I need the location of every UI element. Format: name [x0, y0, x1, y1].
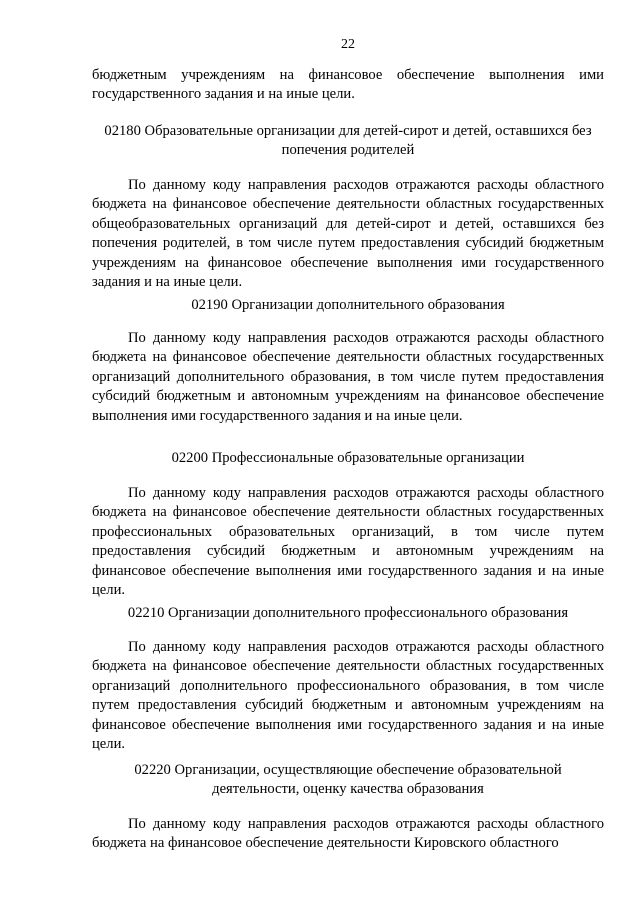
- page-number: 22: [341, 37, 355, 52]
- section-paragraph-02190: [92, 329, 604, 426]
- paragraph-text: По данному коду направления расходов отражаются расходы областного бюджета на финансовое обеспечение деятельности областных государственных организаций дополнительного образования, в том числе путем предоставления субсидий бюджетным и автономным учреждениям на финансовое обеспечение выполнения ими государственного задания и на иные цели.: [92, 330, 604, 424]
- paragraph-text: По данному коду направления расходов отражаются расходы областного бюджета на финансовое обеспечение деятельности областных государственных общеобразовательных организаций для детей-сирот и детей, оставшихся без попечения родителей, в том числе путем предоставления субсидий бюджетным учреждениям на финансовое обеспечение выполнения ими государственного задания и на иные цели.: [92, 177, 604, 291]
- heading-line: 02210 Организации дополнительного профессионального образования: [127, 605, 569, 621]
- paragraph-text: По данному коду направления расходов отражаются расходы областного бюджета на финансовое обеспечение деятельности Кировского областного: [92, 816, 604, 852]
- paragraph-text: По данному коду направления расходов отражаются расходы областного бюджета на финансовое обеспечение деятельности областных государственных организаций дополнительного профессионального образования, в том числе путем предоставления субсидий бюджетным и автономным учреждениям на финансовое обеспечение выполнения ими государственного задания и на иные цели.: [92, 639, 604, 753]
- section-heading-02210: [92, 604, 604, 623]
- section-heading-02180: [92, 122, 604, 161]
- paragraph-text: По данному коду направления расходов отражаются расходы областного бюджета на финансовое обеспечение деятельности областных государственных профессиональных образовательных организаций, в том числе путем предоставления субсидий бюджетным и автономным учреждениям на финансовое обеспечение выполнения ими государственного задания и на иные цели.: [92, 485, 604, 599]
- heading-line: деятельности, оценку качества образования: [212, 781, 484, 798]
- section-heading-02190: [92, 296, 604, 315]
- heading-line: 02220 Организации, осуществляющие обеспечение образовательной: [134, 762, 562, 778]
- continuation-paragraph: [92, 66, 604, 105]
- section-paragraph-02180: [92, 176, 604, 292]
- section-paragraph-02210: [92, 638, 604, 754]
- heading-line: 02180 Образовательные организации для детей-сирот и детей, оставшихся без: [104, 123, 592, 139]
- section-heading-02220: [92, 761, 604, 800]
- section-heading-02200: [92, 449, 604, 468]
- section-paragraph-02200: [92, 484, 604, 600]
- heading-line: попечения родителей: [281, 142, 415, 159]
- section-paragraph-02220: [92, 815, 604, 854]
- heading-line: 02200 Профессиональные образовательные организации: [171, 450, 525, 466]
- heading-line: 02190 Организации дополнительного образования: [191, 297, 505, 313]
- continuation-text: бюджетным учреждениям на финансовое обеспечение выполнения ими государственного задания и на иные цели.: [92, 67, 604, 103]
